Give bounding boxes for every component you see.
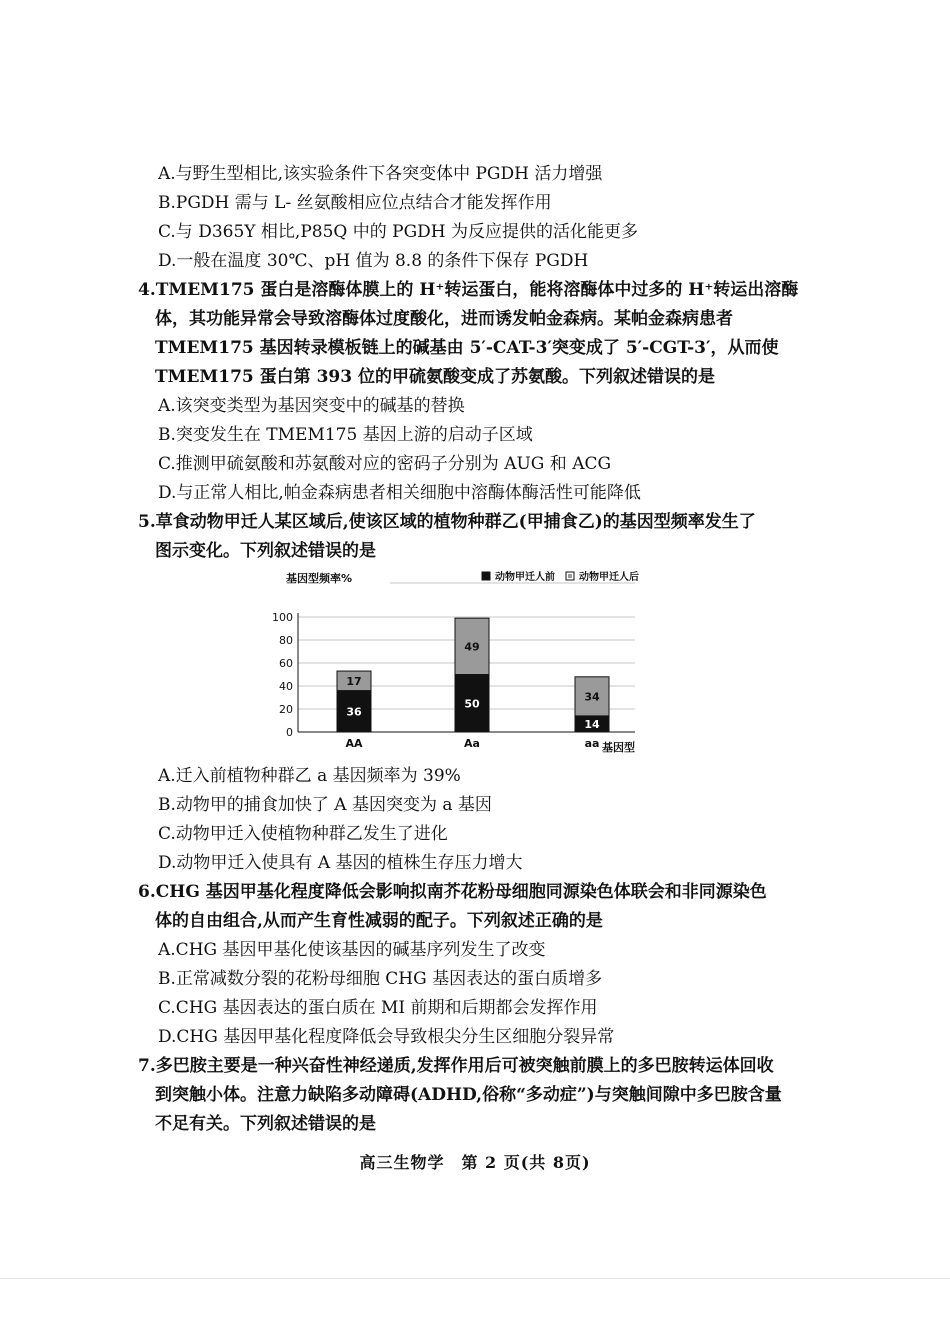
- q3-option-c: C.与 D365Y 相比,P85Q 中的 PGDH 为反应提供的活化能更多: [158, 222, 639, 242]
- y-tick-label-40: 40: [279, 680, 293, 693]
- chart-ylabel: 基因型频率%: [286, 572, 353, 585]
- chart-x-labels: [345, 737, 599, 750]
- q5-option-a: A.迁入前植物种群乙 a 基因频率为 39%: [158, 766, 461, 786]
- q5-stem-line-2: 图示变化。下列叙述错误的是: [155, 541, 376, 561]
- q6-option-d: D.CHG 基因甲基化程度降低会导致根尖分生区细胞分裂异常: [158, 1027, 615, 1047]
- bar-value-label-Aa-1: 49: [464, 640, 480, 654]
- q3-option-d: D.一般在温度 30℃、pH 值为 8.8 的条件下保存 PGDH: [158, 251, 589, 271]
- bar-value-label-AA-1: 17: [346, 674, 362, 688]
- chart-legend: [482, 570, 639, 583]
- q4-stem-line-1: 4.TMEM175 蛋白是溶酶体膜上的 H⁺转运蛋白，能将溶酶体中过多的 H⁺转运出溶酶: [138, 280, 799, 300]
- y-tick-label-20: 20: [279, 703, 293, 716]
- legend-swatch-inner-1: [568, 574, 572, 578]
- q4-stem-line-3: TMEM175 基因转录模板链上的碱基由 5′-CAT-3′突变成了 5′-CGT-3′，从而使: [155, 338, 779, 358]
- q5-option-d: D.动物甲迁入使具有 A 基因的植株生存压力增大: [158, 853, 523, 873]
- q3-option-a: A.与野生型相比,该实验条件下各突变体中 PGDH 活力增强: [158, 164, 603, 184]
- bar-value-label-AA-0: 36: [346, 705, 362, 719]
- q7-stem-line-2: 到突触小体。注意力缺陷多动障碍(ADHD,俗称“多动症”)与突触间隙中多巴胺含量: [155, 1085, 782, 1105]
- q4-option-b: B.突变发生在 TMEM175 基因上游的启动子区域: [158, 425, 533, 445]
- q4-stem-line-4: TMEM175 蛋白第 393 位的甲硫氨酸变成了苏氨酸。下列叙述错误的是: [155, 367, 715, 387]
- page-footer: 高三生物学 第 2 页(共 8页): [359, 1153, 591, 1172]
- q4-stem-line-2: 体，其功能异常会导致溶酶体过度酸化，进而诱发帕金森病。某帕金森病患者: [155, 309, 733, 329]
- chart-xlabel: 基因型: [602, 741, 635, 754]
- q3-option-b: B.PGDH 需与 L- 丝氨酸相应位点结合才能发挥作用: [158, 193, 552, 213]
- q5-option-c: C.动物甲迁入使植物种群乙发生了进化: [158, 824, 448, 844]
- x-tick-label-Aa: Aa: [464, 737, 480, 750]
- q6-stem-line-1: 6.CHG 基因甲基化程度降低会影响拟南芥花粉母细胞同源染色体联会和非同源染色: [138, 882, 767, 902]
- q7-stem-line-1: 7.多巴胺主要是一种兴奋性神经递质,发挥作用后可被突触前膜上的多巴胺转运体回收: [138, 1056, 774, 1076]
- q5-option-b: B.动物甲的捕食加快了 A 基因突变为 a 基因: [158, 795, 492, 815]
- y-tick-label-60: 60: [279, 657, 293, 670]
- y-tick-label-0: 0: [286, 726, 293, 739]
- x-tick-label-AA: AA: [345, 737, 363, 750]
- bar-value-label-aa-1: 34: [584, 690, 600, 704]
- y-tick-label-100: 100: [272, 611, 293, 624]
- q6-option-c: C.CHG 基因表达的蛋白质在 MI 前期和后期都会发挥作用: [158, 998, 598, 1018]
- y-tick-label-80: 80: [279, 634, 293, 647]
- q5-stem-line-1: 5.草食动物甲迁人某区域后,使该区域的植物种群乙(甲捕食乙)的基因型频率发生了: [138, 512, 756, 532]
- q6-option-b: B.正常减数分裂的花粉母细胞 CHG 基因表达的蛋白质增多: [158, 969, 603, 989]
- legend-swatch-0: [482, 572, 490, 580]
- q4-option-c: C.推测甲硫氨酸和苏氨酸对应的密码子分别为 AUG 和 ACG: [158, 454, 612, 474]
- q7-stem-line-3: 不足有关。下列叙述错误的是: [155, 1114, 376, 1134]
- q6-option-a: A.CHG 基因甲基化使该基因的碱基序列发生了改变: [158, 940, 546, 960]
- legend-label-0: 动物甲迁人前: [495, 572, 555, 583]
- genotype-frequency-chart: [270, 565, 650, 760]
- x-tick-label-aa: aa: [584, 737, 600, 750]
- q4-option-a: A.该突变类型为基因突变中的碱基的替换: [158, 396, 465, 416]
- q6-stem-line-2: 体的自由组合,从而产生育性减弱的配子。下列叙述正确的是: [155, 911, 603, 931]
- bar-value-label-aa-0: 14: [584, 717, 600, 731]
- legend-label-1: 动物甲迁人后: [579, 572, 639, 583]
- bottom-divider: [0, 1278, 950, 1279]
- bar-value-label-Aa-0: 50: [464, 697, 480, 711]
- q4-option-d: D.与正常人相比,帕金森病患者相关细胞中溶酶体酶活性可能降低: [158, 483, 641, 503]
- chart-bars: [337, 618, 609, 732]
